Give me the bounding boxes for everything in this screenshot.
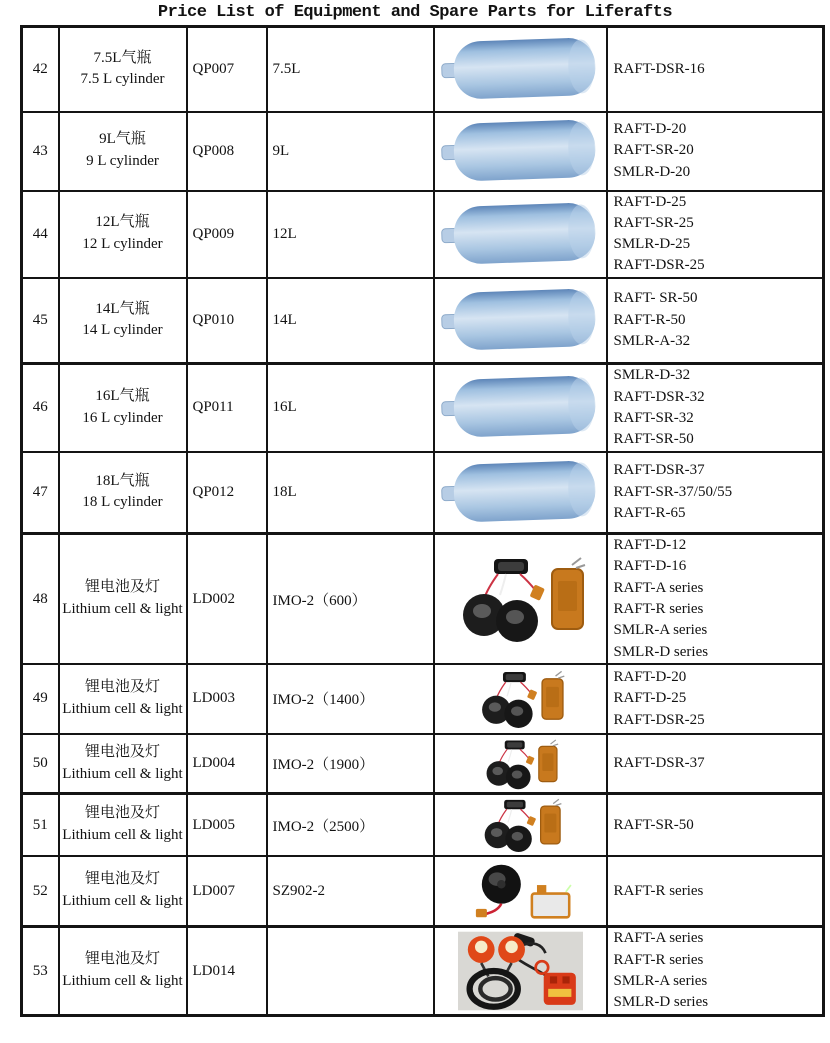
item-name-cell bbox=[59, 734, 187, 794]
row-number-cell bbox=[22, 794, 59, 856]
product-photo-cell bbox=[434, 534, 607, 664]
models-cell bbox=[607, 452, 824, 534]
models-cell bbox=[607, 927, 824, 1015]
spec-cell bbox=[267, 364, 434, 452]
item-name-cn: 9L气瓶 bbox=[99, 131, 146, 148]
product-photo-cell bbox=[434, 112, 607, 191]
item-name-cn: 锂电池及灯 bbox=[84, 805, 160, 822]
price-table-body bbox=[22, 27, 824, 1016]
spec-cell bbox=[267, 27, 434, 112]
battery-twin-light-photo bbox=[479, 796, 562, 854]
item-name-en: 18 L cylinder bbox=[82, 494, 163, 511]
product-photo-cell bbox=[434, 927, 607, 1015]
model-line: RAFT-D-16 bbox=[613, 558, 687, 575]
item-name-cell bbox=[59, 856, 187, 927]
item-name-cell bbox=[59, 27, 187, 112]
product-photo-cell bbox=[434, 452, 607, 534]
table-row bbox=[22, 191, 824, 278]
model-line: RAFT-SR-25 bbox=[613, 214, 694, 231]
product-photo-cell bbox=[434, 856, 607, 927]
model-line: SMLR-D-25 bbox=[613, 236, 691, 253]
item-name-cell bbox=[59, 794, 187, 856]
item-name-en: Lithium cell & light bbox=[62, 973, 183, 990]
cylinder-photo bbox=[440, 459, 600, 526]
table-row bbox=[22, 664, 824, 734]
part-code: LD003 bbox=[192, 690, 235, 707]
model-line: SMLR-D-20 bbox=[613, 163, 691, 180]
table-row bbox=[22, 112, 824, 191]
part-code: QP012 bbox=[192, 483, 235, 500]
item-name-en: Lithium cell & light bbox=[62, 893, 183, 910]
row-number-cell bbox=[22, 364, 59, 452]
table-row bbox=[22, 364, 824, 452]
spec-cell bbox=[267, 664, 434, 734]
item-name-en: 16 L cylinder bbox=[82, 409, 163, 426]
model-line: RAFT-R series bbox=[613, 951, 704, 968]
model-line: RAFT-R-50 bbox=[613, 311, 686, 328]
models-cell bbox=[607, 534, 824, 664]
model-line: SMLR-A series bbox=[613, 973, 708, 990]
part-code-cell bbox=[187, 794, 267, 856]
item-name-cell bbox=[59, 191, 187, 278]
spec-cell bbox=[267, 856, 434, 927]
model-line: RAFT-R-65 bbox=[613, 505, 686, 522]
part-code-cell bbox=[187, 278, 267, 364]
item-name-en: Lithium cell & light bbox=[62, 827, 183, 844]
item-name-en: Lithium cell & light bbox=[62, 765, 183, 782]
row-number: 50 bbox=[32, 755, 48, 772]
battery-single-light-photo bbox=[464, 863, 576, 919]
model-line: RAFT-SR-32 bbox=[613, 409, 694, 426]
product-photo-cell bbox=[434, 27, 607, 112]
item-name-cn: 锂电池及灯 bbox=[84, 871, 160, 888]
model-line: RAFT-D-12 bbox=[613, 537, 687, 554]
part-code: QP008 bbox=[192, 142, 235, 159]
battery-twin-light-photo bbox=[481, 737, 559, 791]
row-number: 46 bbox=[32, 399, 48, 416]
spec-cell bbox=[267, 452, 434, 534]
row-number: 53 bbox=[32, 962, 48, 979]
models-cell bbox=[607, 278, 824, 364]
model-line: RAFT-DSR-37 bbox=[613, 462, 705, 479]
model-line: SMLR-D series bbox=[613, 994, 709, 1011]
item-name-cell bbox=[59, 664, 187, 734]
table-row bbox=[22, 734, 824, 794]
model-line: SMLR-A-32 bbox=[613, 333, 691, 350]
table-row bbox=[22, 856, 824, 927]
model-line: RAFT-DSR-32 bbox=[613, 388, 705, 405]
models-cell bbox=[607, 664, 824, 734]
part-code-cell bbox=[187, 364, 267, 452]
item-name-cell bbox=[59, 112, 187, 191]
model-line: RAFT-A series bbox=[613, 579, 704, 596]
spec: 7.5L bbox=[272, 60, 301, 77]
part-code: QP007 bbox=[192, 60, 235, 77]
product-photo-cell bbox=[434, 734, 607, 794]
row-number: 47 bbox=[32, 483, 48, 500]
model-line: SMLR-D series bbox=[613, 643, 709, 660]
item-name-cn: 7.5L气瓶 bbox=[93, 49, 152, 66]
row-number-cell bbox=[22, 278, 59, 364]
spec: SZ902-2 bbox=[272, 882, 325, 899]
row-number: 42 bbox=[32, 60, 48, 77]
part-code: QP009 bbox=[192, 225, 235, 242]
item-name-cn: 锂电池及灯 bbox=[84, 679, 160, 696]
row-number: 43 bbox=[32, 142, 48, 159]
model-line: RAFT-DSR-16 bbox=[613, 60, 705, 77]
model-line: RAFT-DSR-25 bbox=[613, 711, 705, 728]
model-line: SMLR-A series bbox=[613, 622, 708, 639]
row-number-cell bbox=[22, 734, 59, 794]
spec: 16L bbox=[272, 399, 297, 416]
item-name-cn: 锂电池及灯 bbox=[84, 579, 160, 596]
model-line: SMLR-D-32 bbox=[613, 367, 691, 384]
price-table bbox=[20, 25, 825, 1017]
battery-twin-light-photo bbox=[476, 668, 565, 730]
models-cell bbox=[607, 27, 824, 112]
table-row bbox=[22, 794, 824, 856]
product-photo-cell bbox=[434, 794, 607, 856]
item-name-cell bbox=[59, 278, 187, 364]
row-number: 52 bbox=[32, 882, 48, 899]
cylinder-photo bbox=[440, 201, 600, 268]
row-number-cell bbox=[22, 534, 59, 664]
spec: 9L bbox=[272, 142, 290, 159]
part-code-cell bbox=[187, 927, 267, 1015]
cylinder-photo bbox=[440, 374, 600, 441]
item-name-cn: 12L气瓶 bbox=[95, 214, 150, 231]
spec: 18L bbox=[272, 483, 297, 500]
red-light-kit-photo bbox=[458, 930, 583, 1012]
battery-twin-light-photo bbox=[454, 553, 586, 645]
table-row bbox=[22, 27, 824, 112]
product-photo-cell bbox=[434, 191, 607, 278]
model-line: RAFT-SR-50 bbox=[613, 431, 694, 448]
spec-cell bbox=[267, 191, 434, 278]
part-code-cell bbox=[187, 191, 267, 278]
models-cell bbox=[607, 794, 824, 856]
part-code: LD004 bbox=[192, 755, 235, 772]
part-code: LD002 bbox=[192, 590, 235, 607]
part-code-cell bbox=[187, 664, 267, 734]
table-row bbox=[22, 278, 824, 364]
part-code-cell bbox=[187, 856, 267, 927]
row-number-cell bbox=[22, 112, 59, 191]
spec-cell bbox=[267, 534, 434, 664]
cylinder-photo bbox=[440, 287, 600, 354]
page-title: Price List of Equipment and Spare Parts for Liferafts bbox=[157, 3, 673, 22]
model-line: RAFT- SR-50 bbox=[613, 290, 698, 307]
spec: IMO-2（1400） bbox=[272, 692, 375, 709]
model-line: RAFT-DSR-37 bbox=[613, 755, 705, 772]
item-name-cell bbox=[59, 534, 187, 664]
row-number-cell bbox=[22, 856, 59, 927]
cylinder-photo bbox=[440, 36, 600, 103]
model-line: RAFT-R series bbox=[613, 601, 704, 618]
row-number: 51 bbox=[32, 816, 48, 833]
model-line: RAFT-A series bbox=[613, 930, 704, 947]
model-line: RAFT-D-20 bbox=[613, 669, 687, 686]
spec: IMO-2（600） bbox=[272, 592, 367, 609]
part-code-cell bbox=[187, 734, 267, 794]
model-line: RAFT-D-25 bbox=[613, 690, 687, 707]
row-number: 49 bbox=[32, 690, 48, 707]
item-name-cell bbox=[59, 452, 187, 534]
item-name-cell bbox=[59, 927, 187, 1015]
model-line: RAFT-D-20 bbox=[613, 121, 687, 138]
row-number-cell bbox=[22, 27, 59, 112]
spec-cell bbox=[267, 794, 434, 856]
spec: 12L bbox=[272, 225, 297, 242]
spec: IMO-2（2500） bbox=[272, 818, 375, 835]
part-code-cell bbox=[187, 27, 267, 112]
item-name-en: 7.5 L cylinder bbox=[80, 71, 165, 88]
row-number: 48 bbox=[32, 590, 48, 607]
model-line: RAFT-SR-37/50/55 bbox=[613, 483, 733, 500]
part-code: LD005 bbox=[192, 816, 235, 833]
item-name-cn: 锂电池及灯 bbox=[84, 951, 160, 968]
product-photo-cell bbox=[434, 364, 607, 452]
item-name-en: 9 L cylinder bbox=[86, 153, 159, 169]
model-line: RAFT-SR-20 bbox=[613, 142, 694, 159]
item-name-cn: 锂电池及灯 bbox=[84, 743, 160, 760]
table-row bbox=[22, 452, 824, 534]
item-name-cn: 18L气瓶 bbox=[95, 472, 150, 489]
part-code-cell bbox=[187, 452, 267, 534]
part-code: LD014 bbox=[192, 962, 235, 979]
item-name-en: Lithium cell & light bbox=[62, 601, 183, 618]
model-line: RAFT-SR-50 bbox=[613, 816, 694, 833]
spec: 14L bbox=[272, 311, 297, 328]
item-name-cell bbox=[59, 364, 187, 452]
spec-cell bbox=[267, 734, 434, 794]
part-code: LD007 bbox=[192, 882, 235, 899]
spec-cell bbox=[267, 278, 434, 364]
row-number-cell bbox=[22, 664, 59, 734]
item-name-en: 12 L cylinder bbox=[82, 236, 163, 253]
row-number: 45 bbox=[32, 311, 48, 328]
item-name-cn: 14L气瓶 bbox=[95, 300, 150, 317]
product-photo-cell bbox=[434, 278, 607, 364]
row-number-cell bbox=[22, 191, 59, 278]
models-cell bbox=[607, 191, 824, 278]
item-name-en: 14 L cylinder bbox=[82, 322, 163, 339]
part-code: QP011 bbox=[192, 399, 234, 416]
models-cell bbox=[607, 734, 824, 794]
models-cell bbox=[607, 364, 824, 452]
spec-cell bbox=[267, 112, 434, 191]
row-number-cell bbox=[22, 452, 59, 534]
spec-cell bbox=[267, 927, 434, 1015]
part-code: QP010 bbox=[192, 311, 235, 328]
item-name-cn: 16L气瓶 bbox=[95, 388, 150, 405]
model-line: RAFT-R series bbox=[613, 882, 704, 899]
item-name-en: Lithium cell & light bbox=[62, 700, 183, 717]
models-cell bbox=[607, 856, 824, 927]
cylinder-photo bbox=[440, 118, 600, 185]
table-row bbox=[22, 927, 824, 1015]
part-code-cell bbox=[187, 112, 267, 191]
product-photo-cell bbox=[434, 664, 607, 734]
spec: IMO-2（1900） bbox=[272, 757, 375, 774]
table-row bbox=[22, 534, 824, 664]
models-cell bbox=[607, 112, 824, 191]
model-line: RAFT-DSR-25 bbox=[613, 257, 705, 274]
row-number-cell bbox=[22, 927, 59, 1015]
part-code-cell bbox=[187, 534, 267, 664]
model-line: RAFT-D-25 bbox=[613, 193, 687, 210]
row-number: 44 bbox=[32, 225, 48, 242]
